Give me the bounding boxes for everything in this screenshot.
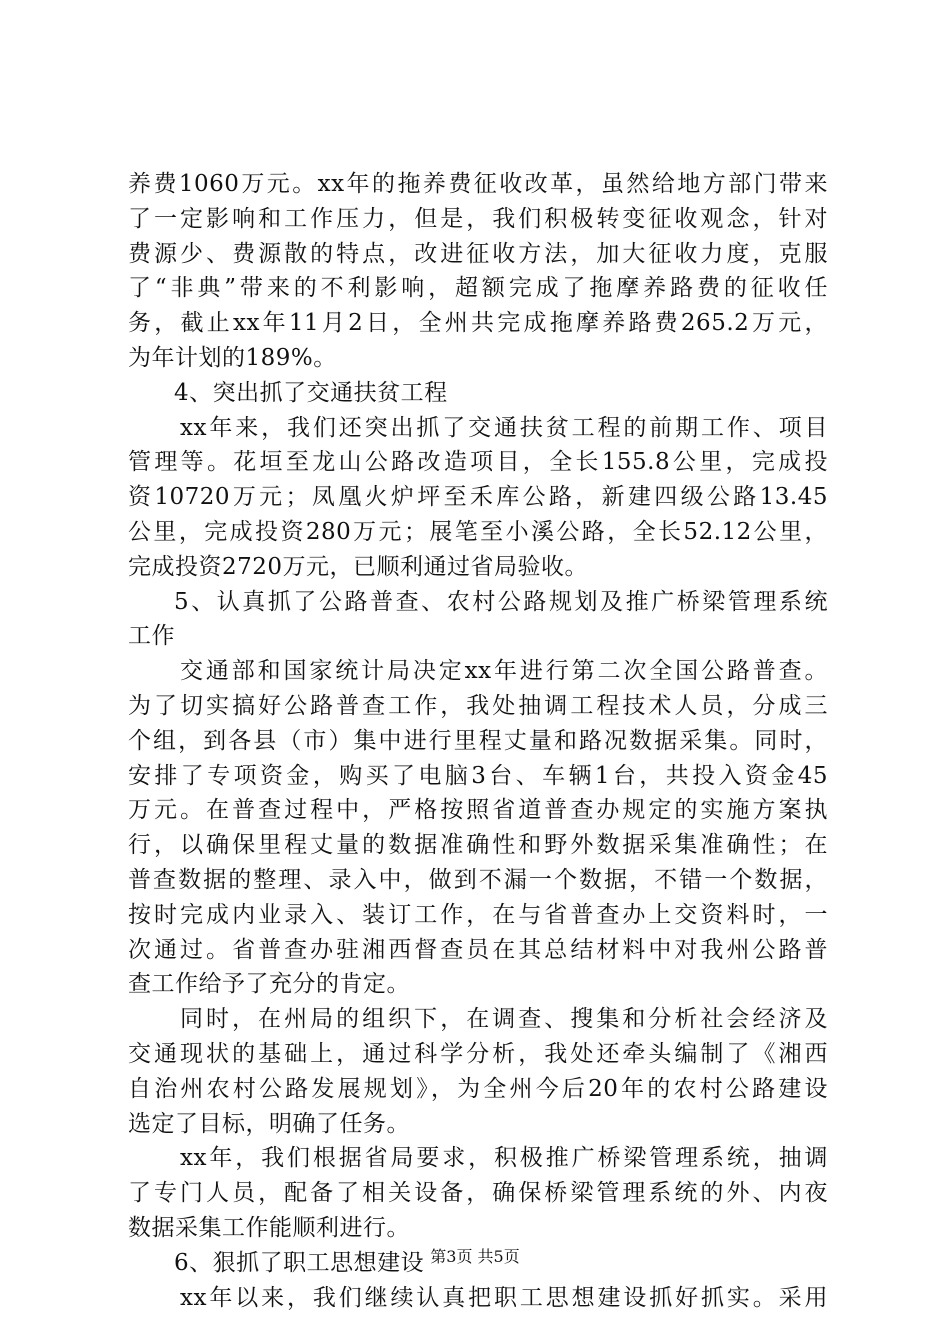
paragraph-line: 务，截止xx年11月2日，全州共完成拖摩养路费265.2万元， [128, 310, 828, 337]
paragraph-line: 为年计划的189%。 [128, 344, 337, 371]
paragraph-line: 查工作给予了充分的肯定。 [128, 971, 410, 998]
paragraph-line: 自治州农村公路发展规划》，为全州今后20年的农村公路建设 [128, 1075, 828, 1102]
paragraph-line: 了一定影响和工作压力，但是，我们积极转变征收观念，针对 [128, 205, 828, 232]
section-heading: 4、突出抓了交通扶贫工程 [174, 379, 448, 406]
section-heading: 6、狠抓了职工思想建设 [174, 1249, 425, 1276]
paragraph-line: xx年，我们根据省局要求，积极推广桥梁管理系统，抽调 [180, 1145, 828, 1172]
document-body [128, 167, 828, 1315]
paragraph-line: 个组，到各县（市）集中进行里程丈量和路况数据采集。同时， [128, 727, 828, 754]
paragraph-line: 按时完成内业录入、装订工作，在与省普查办上交资料时，一 [128, 901, 828, 928]
paragraph-line: 万元。在普查过程中，严格按照省道普查办规定的实施方案执 [128, 797, 828, 824]
paragraph-line: 选定了目标，明确了任务。 [128, 1110, 410, 1137]
paragraph-line: xx年来，我们还突出抓了交通扶贫工程的前期工作、项目 [180, 414, 828, 441]
paragraph-line: 了专门人员，配备了相关设备，确保桥梁管理系统的外、内夜 [128, 1180, 828, 1207]
paragraph-line: 安排了专项资金，购买了电脑3台、车辆1台，共投入资金45 [128, 762, 828, 789]
paragraph-line: 费源少、费源散的特点，改进征收方法，加大征收力度，克服 [128, 240, 828, 267]
paragraph-line: 公里，完成投资280万元；展笔至小溪公路，全长52.12公里， [128, 518, 828, 545]
paragraph-line: 管理等。花垣至龙山公路改造项目，全长155.8公里，完成投 [128, 449, 828, 476]
paragraph-line: 次通过。省普查办驻湘西督查员在其总结材料中对我州公路普 [128, 936, 828, 963]
paragraph-line: 交通部和国家统计局决定xx年进行第二次全国公路普查。 [180, 658, 828, 685]
section-heading: 5、认真抓了公路普查、农村公路规划及推广桥梁管理系统 [174, 588, 828, 615]
section-heading: 工作 [128, 623, 175, 650]
paragraph-line: 行，以确保里程丈量的数据准确性和野外数据采集准确性；在 [128, 832, 828, 859]
paragraph-line: 资10720万元；凤凰火炉坪至禾库公路，新建四级公路13.45 [128, 484, 828, 511]
paragraph-line: 数据采集工作能顺利进行。 [128, 1214, 410, 1241]
page-number-footer: 第3页 共5页 [430, 1247, 520, 1266]
paragraph-line: 普查数据的整理、录入中，做到不漏一个数据，不错一个数据， [128, 866, 828, 893]
paragraph-line: 同时，在州局的组织下，在调查、搜集和分析社会经济及 [180, 1006, 828, 1033]
paragraph-line: 交通现状的基础上，通过科学分析，我处还牵头编制了《湘西 [128, 1040, 828, 1067]
paragraph-line: xx年以来，我们继续认真把职工思想建设抓好抓实。采用 [180, 1284, 828, 1311]
paragraph-line: 养费1060万元。xx年的拖养费征收改革，虽然给地方部门带来 [128, 171, 828, 197]
paragraph-line: 了“非典”带来的不利影响，超额完成了拖摩养路费的征收任 [128, 275, 828, 302]
paragraph-line: 完成投资2720万元，已顺利通过省局验收。 [128, 553, 589, 580]
paragraph-line: 为了切实搞好公路普查工作，我处抽调工程技术人员，分成三 [128, 692, 828, 719]
